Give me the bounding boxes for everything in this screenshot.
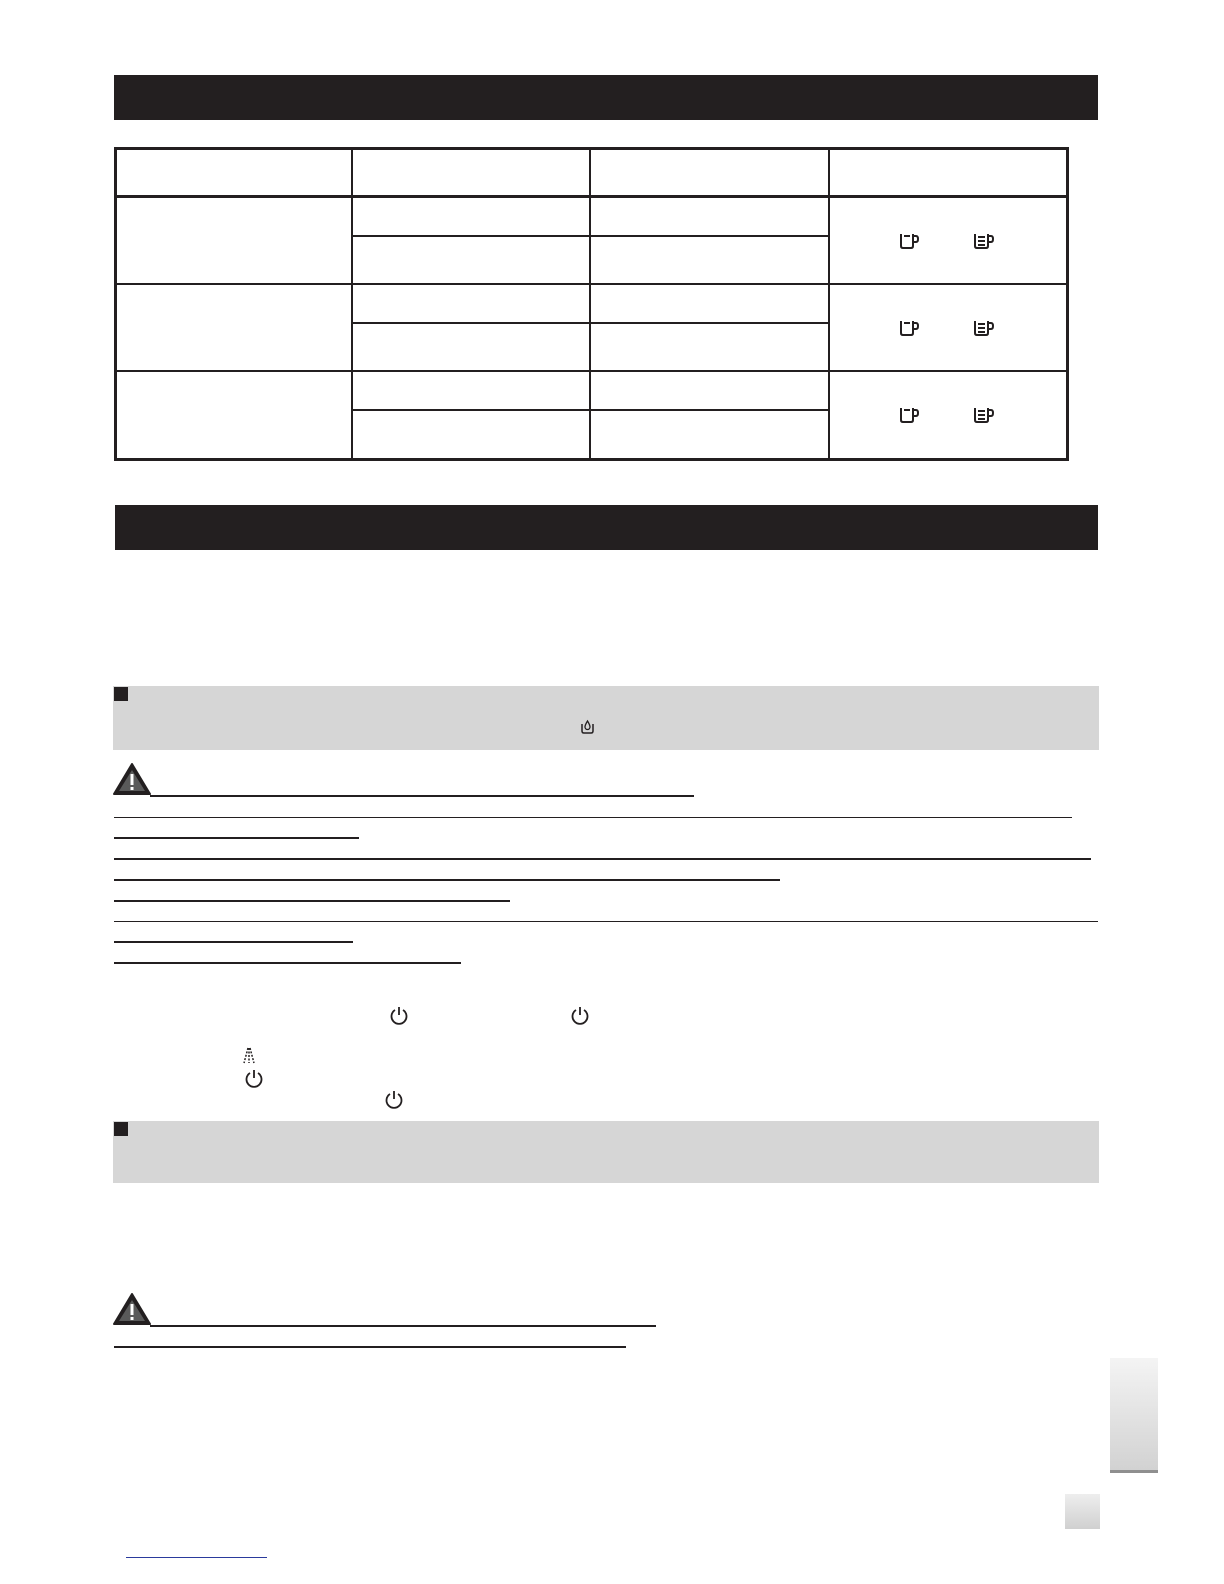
table-border-top [114, 147, 1069, 150]
note-panel-1 [113, 686, 1099, 750]
table-header-divider [114, 195, 1069, 198]
cup-size-icons [899, 406, 997, 424]
table-row-divider [114, 283, 1069, 285]
warning-triangle-icon [112, 1292, 152, 1326]
warning-text-underline [114, 817, 1072, 818]
cup-size-icons [899, 232, 997, 250]
warning-text-underline [114, 921, 1098, 922]
steam-icon [241, 1047, 257, 1065]
single-cup-icon [899, 232, 921, 250]
language-tab[interactable] [1110, 1358, 1158, 1473]
warning-heading-underline [150, 795, 694, 797]
table-border-bottom [114, 458, 1069, 461]
section-header-bar-1 [114, 75, 1098, 120]
table-subrow-divider [352, 409, 829, 411]
table-subrow-divider [352, 322, 829, 324]
footer-link-underline[interactable] [126, 1557, 267, 1558]
power-icon [384, 1089, 404, 1110]
warning-heading-underline [150, 1325, 656, 1327]
warning-triangle-icon [112, 762, 152, 796]
warning-text-underline [114, 837, 359, 839]
power-icon [244, 1068, 264, 1089]
square-bullet-icon [114, 687, 128, 701]
note-panel-2 [113, 1121, 1099, 1183]
table-subrow-divider [352, 235, 829, 237]
warning-text-underline [114, 941, 353, 943]
square-bullet-icon [114, 1122, 128, 1136]
double-cup-icon [973, 319, 997, 337]
warning-text-underline [114, 900, 510, 902]
single-cup-icon [899, 319, 921, 337]
table-row-divider [114, 370, 1069, 372]
warning-text-underline [114, 962, 461, 964]
single-cup-icon [899, 406, 921, 424]
power-icon [389, 1005, 409, 1026]
warning-text-underline [114, 858, 1091, 860]
section-header-bar-2 [115, 505, 1098, 550]
warning-text-underline [114, 1346, 626, 1348]
double-cup-icon [973, 406, 997, 424]
page-number-box [1065, 1494, 1100, 1529]
double-cup-icon [973, 232, 997, 250]
power-icon [570, 1005, 590, 1026]
cup-size-icons [899, 319, 997, 337]
warning-text-underline [114, 879, 780, 881]
water-drop-button-icon [579, 718, 596, 735]
